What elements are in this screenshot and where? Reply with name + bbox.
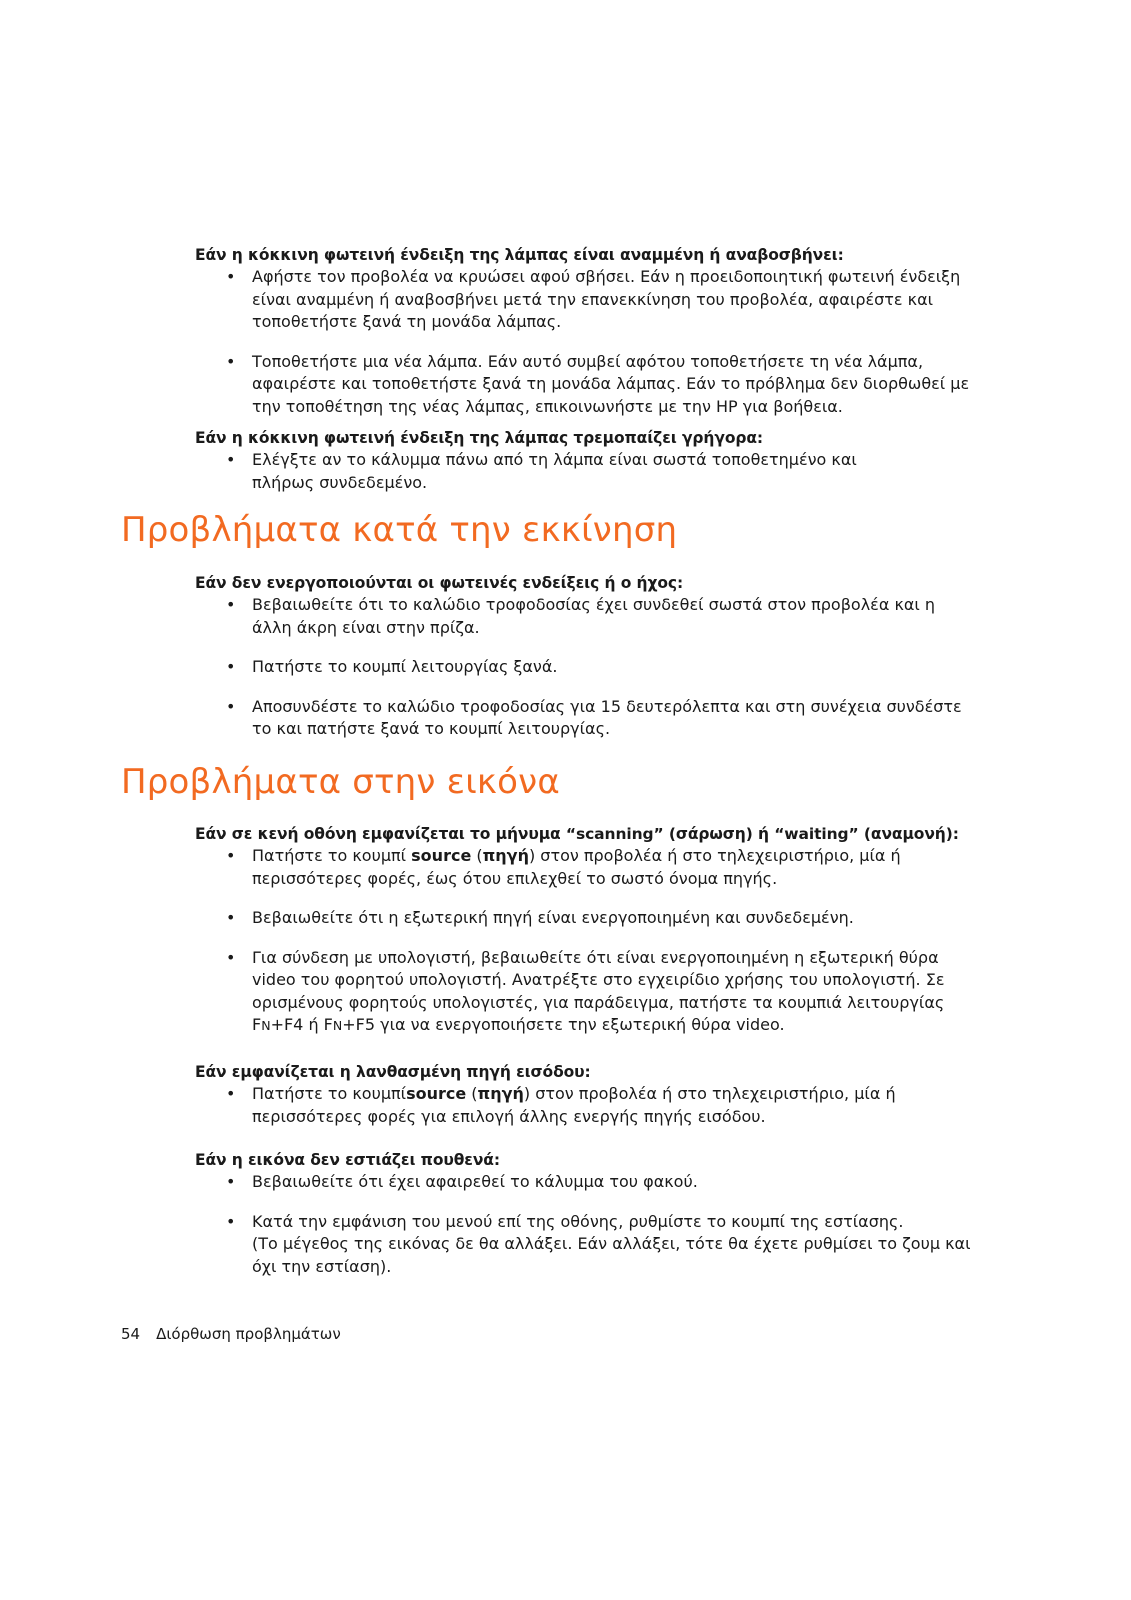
list-item-line: τοποθετήστε ξανά τη μονάδα λάμπας. bbox=[252, 312, 562, 331]
wrong-source-heading: Εάν εμφανίζεται η λανθασμένη πηγή εισόδου: bbox=[195, 1063, 591, 1081]
list-item-line bbox=[252, 845, 955, 868]
lamp-on-section bbox=[195, 244, 970, 418]
list-item-line: το και πατήστε ξανά το κουμπί λειτουργίας. bbox=[252, 719, 611, 738]
list-item bbox=[195, 656, 955, 679]
bullet-icon: • bbox=[226, 947, 236, 967]
lamp-on-heading: Εάν η κόκκινη φωτεινή ένδειξη της λάμπας είναι αναμμένη ή αναβοσβήνει: bbox=[195, 246, 844, 264]
bullet-icon: • bbox=[226, 657, 236, 676]
list-item-line: περισσότερες φορές για επιλογή άλλης ενεργής πηγής εισόδου. bbox=[252, 1106, 766, 1126]
key-label: F bbox=[323, 1015, 333, 1034]
text-run: ( bbox=[466, 1084, 478, 1103]
page-number: 54 bbox=[121, 1325, 141, 1343]
list-item-line: Βεβαιωθείτε ότι έχει αφαιρεθεί το κάλυμμα του φακού. bbox=[252, 1172, 698, 1191]
list-item-line: Τοποθετήστε μια νέα λάμπα. Εάν αυτό συμβεί αφότου τοποθετήσετε τη νέα λάμπα, bbox=[252, 351, 924, 371]
text-run: ) στον προβολέα ή στο τηλεχειριστήριο, μία ή bbox=[523, 1084, 896, 1103]
list-item bbox=[195, 947, 955, 1038]
key-label: N bbox=[261, 1018, 271, 1033]
startup-heading: Εάν δεν ενεργοποιούνται οι φωτεινές ενδείξεις ή ο ήχος: bbox=[195, 574, 684, 592]
list-item-line: αφαιρέστε και τοποθετήστε ξανά τη μονάδα λάμπας. Εάν το πρόβλημα δεν διορθωθεί με bbox=[252, 374, 970, 393]
source-button-name: source bbox=[411, 846, 472, 865]
bullet-icon: • bbox=[226, 908, 236, 927]
list-item-line: video του φορητού υπολογιστή. Ανατρέξτε στο εγχειρίδιο χρήσης του υπολογιστή. Σε bbox=[252, 970, 945, 989]
startup-title: Προβλήματα κατά την εκκίνηση bbox=[121, 510, 678, 550]
list-item bbox=[195, 449, 955, 494]
footer-section-title: Διόρθωση προβλημάτων bbox=[156, 1325, 341, 1343]
bullet-icon: • bbox=[226, 696, 236, 716]
list-item bbox=[195, 907, 955, 930]
list-item-line: Βεβαιωθείτε ότι η εξωτερική πηγή είναι ενεργοποιημένη και συνδεδεμένη. bbox=[252, 908, 854, 927]
list-item bbox=[195, 1211, 971, 1279]
text-run: ( bbox=[471, 846, 483, 865]
source-button-name: source bbox=[406, 1084, 467, 1103]
bullet-icon: • bbox=[226, 846, 236, 865]
wrong-source-list bbox=[195, 1083, 955, 1128]
list-item bbox=[195, 266, 961, 334]
text-run: Πατήστε το κουμπί bbox=[252, 1084, 407, 1103]
text-run: +F5 για να ενεργοποιήσετε την εξωτερική θύρα video. bbox=[342, 1015, 785, 1034]
key-label: F bbox=[252, 1015, 262, 1034]
key-label: N bbox=[332, 1018, 343, 1033]
list-item bbox=[195, 845, 955, 890]
focus-section bbox=[195, 1149, 971, 1278]
list-item-line: ορισμένους φορητούς υπολογιστές, για παράδειγμα, πατήστε τα κουμπιά λειτουργίας bbox=[252, 992, 945, 1012]
list-item bbox=[195, 1171, 955, 1194]
bullet-icon: • bbox=[226, 1211, 236, 1231]
page-footer bbox=[121, 1325, 341, 1343]
lamp-flicker-list bbox=[195, 449, 955, 494]
list-item bbox=[195, 351, 970, 419]
wrong-source-section bbox=[195, 1061, 955, 1128]
image-scanning-heading: Εάν σε κενή οθόνη εμφανίζεται το μήνυμα “scanning” (σάρωση) ή “waiting” (αναμονή): bbox=[195, 825, 959, 843]
text-run: Πατήστε το κουμπί bbox=[252, 846, 412, 865]
text-run: +F4 ή bbox=[270, 1015, 324, 1034]
bullet-icon: • bbox=[226, 267, 236, 286]
list-item-line: Πατήστε το κουμπί λειτουργίας ξανά. bbox=[252, 657, 558, 676]
list-item-line: είναι αναμμένη ή αναβοσβήνει μετά την επανεκκίνηση του προβολέα, αφαιρέστε και bbox=[252, 289, 934, 309]
list-item-line: Για σύνδεση με υπολογιστή, βεβαιωθείτε ότι είναι ενεργοποιημένη η εξωτερική θύρα bbox=[252, 947, 939, 967]
source-button-greek: πηγή bbox=[477, 1084, 524, 1103]
bullet-icon: • bbox=[226, 595, 236, 614]
list-item-line: (Το μέγεθος της εικόνας δε θα αλλάξει. Εάν αλλάξει, τότε θα έχετε ρυθμίσει το ζουμ και bbox=[252, 1234, 971, 1253]
image-title: Προβλήματα στην εικόνα bbox=[121, 762, 560, 802]
lamp-on-list bbox=[195, 266, 970, 418]
bullet-icon: • bbox=[226, 450, 236, 469]
bullet-icon: • bbox=[226, 1172, 236, 1191]
startup-list bbox=[195, 594, 962, 741]
focus-heading: Εάν η εικόνα δεν εστιάζει πουθενά: bbox=[195, 1151, 500, 1169]
text-run: ) στον προβολέα ή στο τηλεχειριστήριο, μία ή bbox=[528, 846, 901, 865]
list-item-line: Βεβαιωθείτε ότι το καλώδιο τροφοδοσίας έχει συνδεθεί σωστά στον προβολέα και η bbox=[252, 595, 936, 614]
list-item-line: Ελέγξτε αν το κάλυμμα πάνω από τη λάμπα είναι σωστά τοποθετημένο και bbox=[252, 450, 857, 469]
image-scanning-list bbox=[195, 845, 955, 1038]
bullet-icon: • bbox=[226, 1084, 236, 1103]
list-item-line: περισσότερες φορές, έως ότου επιλεχθεί το σωστό όνομα πηγής. bbox=[252, 868, 778, 888]
list-item bbox=[195, 594, 955, 639]
lamp-flicker-heading: Εάν η κόκκινη φωτεινή ένδειξη της λάμπας τρεμοπαίζει γρήγορα: bbox=[195, 429, 764, 447]
source-button-greek: πηγή bbox=[482, 846, 529, 865]
list-item-line: πλήρως συνδεδεμένο. bbox=[252, 472, 428, 492]
list-item-line: όχι την εστίαση). bbox=[252, 1256, 392, 1276]
list-item-line bbox=[252, 1083, 955, 1106]
list-item bbox=[195, 696, 962, 741]
focus-list bbox=[195, 1171, 971, 1278]
bullet-icon: • bbox=[226, 351, 236, 371]
list-item-line bbox=[252, 1014, 955, 1038]
startup-section bbox=[195, 572, 962, 741]
image-scanning-section bbox=[195, 823, 959, 1038]
list-item bbox=[195, 1083, 955, 1128]
lamp-flicker-section bbox=[195, 427, 955, 494]
list-item-line: Αποσυνδέστε το καλώδιο τροφοδοσίας για 15 δευτερόλεπτα και στη συνέχεια συνδέστε bbox=[252, 696, 962, 716]
list-item-line: την τοποθέτηση της νέας λάμπας, επικοινωνήστε με την HP για βοήθεια. bbox=[252, 396, 843, 416]
list-item-line: Κατά την εμφάνιση του μενού επί της οθόνης, ρυθμίστε το κουμπί της εστίασης. bbox=[252, 1211, 904, 1231]
list-item-line: Αφήστε τον προβολέα να κρυώσει αφού σβήσει. Εάν η προειδοποιητική φωτεινή ένδειξη bbox=[252, 267, 961, 286]
list-item-line: άλλη άκρη είναι στην πρίζα. bbox=[252, 617, 480, 637]
